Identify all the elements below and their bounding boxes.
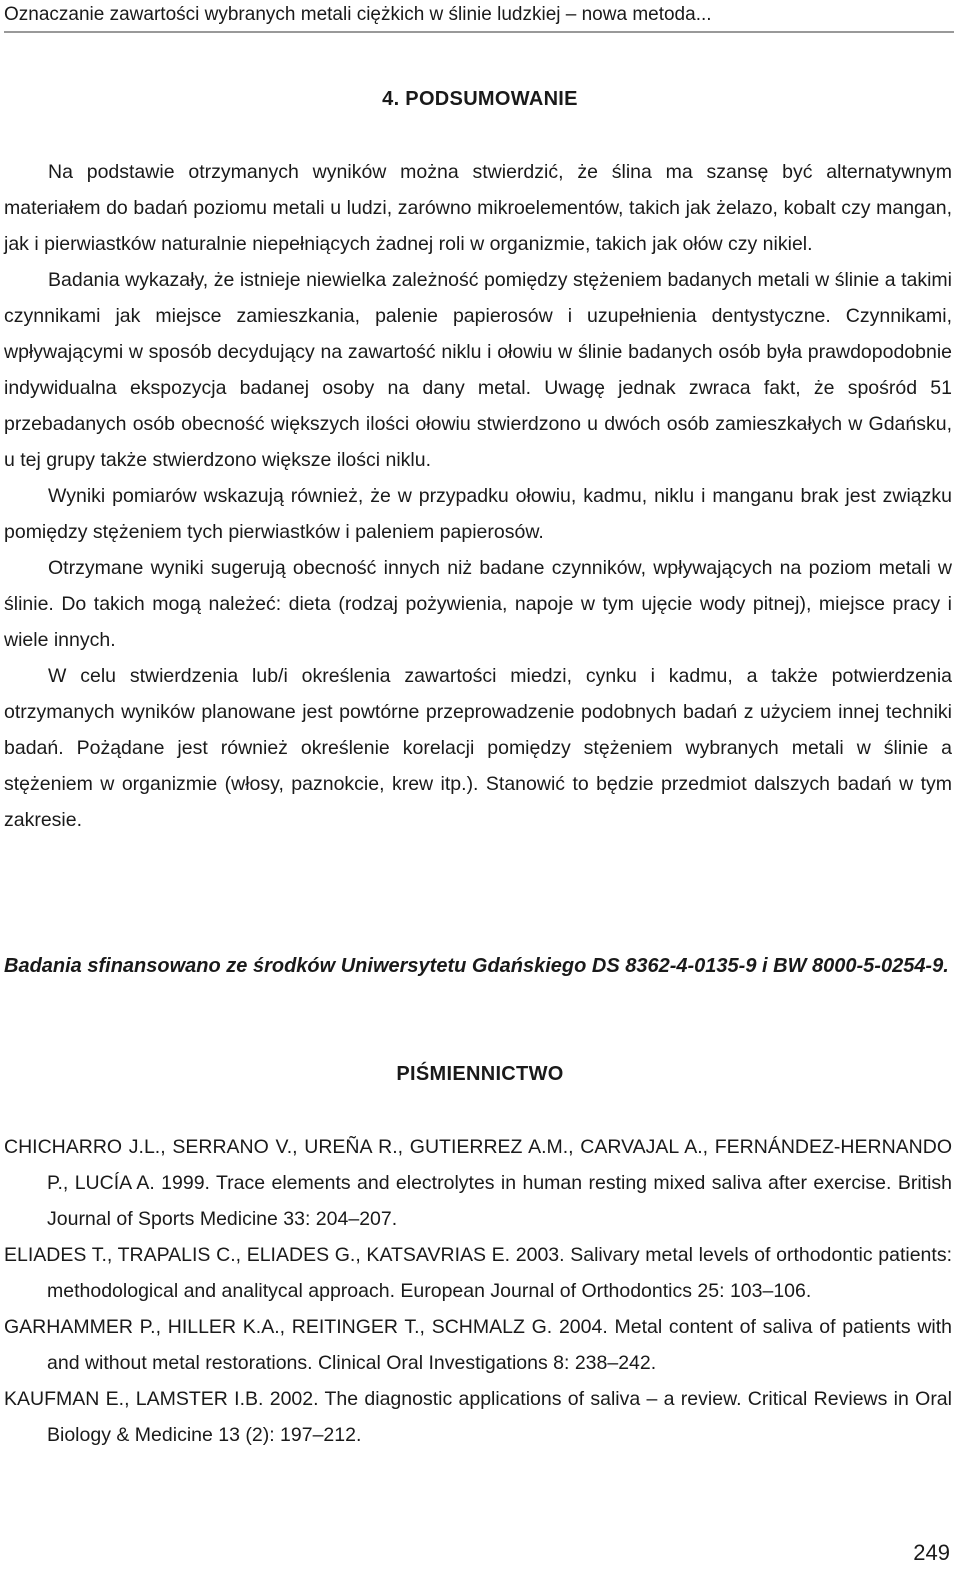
reference-item: GARHAMMER P., HILLER K.A., REITINGER T., SCHMALZ G. 2004. Metal content of saliva of patients with and without metal restorations. Clinical Oral Investigations 8: 238–242. xyxy=(4,1316,952,1374)
reference-item: CHICHARRO J.L., SERRANO V., UREÑA R., GUTIERREZ A.M., CARVAJAL A., FERNÁNDEZ-HERNANDO P., LUCÍA A. 1999. Trace elements and electrolytes in human resting mixed saliva after exercise. British Journal of Sports Medicine 33: 204–207. xyxy=(4,1136,952,1230)
header-rule xyxy=(4,31,954,33)
summary-paragraph: Wyniki pomiarów wskazują również, że w przypadku ołowiu, kadmu, niklu i manganu brak jest związku pomiędzy stężeniem tych pierwiastków i paleniem papierosów. xyxy=(4,485,952,543)
summary-paragraph: Otrzymane wyniki sugerują obecność innych niż badane czynników, wpływających na poziom metali w ślinie. Do takich mogą należeć: dieta (rodzaj pożywienia, napoje w tym ujęcie wody pitnej), miejsce pracy i wiele innych. xyxy=(4,557,952,651)
summary-paragraph: Na podstawie otrzymanych wyników można stwierdzić, że ślina ma szansę być alternatywnym materiałem do badań poziomu metali u ludzi, zarówno mikroelementów, takich jak żelazo, kobalt czy mangan, jak i pierwiastków naturalnie niepełniących żadnej roli w organizmie, takich jak ołów czy nikiel. xyxy=(4,161,952,255)
summary-paragraph: Badania wykazały, że istnieje niewielka zależność pomiędzy stężeniem badanych metali w ślinie a takimi czynnikami jak miejsce zamieszkania, palenie papierosów i uzupełnienia dentystyczne. Czynnikami, wpływającymi w sposób decydujący na zawartość niklu i ołowiu w ślinie badanych osób była prawdopodobnie indywidualna ekspozycja badanej osoby na dany metal. Uwagę jednak zwraca fakt, że spośród 51 przebadanych osób obecność większych ilości ołowiu stwierdzono u dwóch osób zamieszkałych w Gdańsku, u tej grupy także stwierdzono większe ilości niklu. xyxy=(4,269,952,471)
reference-list xyxy=(4,1129,952,1453)
reference-item: KAUFMAN E., LAMSTER I.B. 2002. The diagnostic applications of saliva – a review. Critical Reviews in Oral Biology & Medicine 13 (2): 197–212. xyxy=(4,1388,952,1446)
funding-note: Badania sfinansowano ze środków Uniwersytetu Gdańskiego DS 8362-4-0135-9 i BW 8000-5-0254-9. xyxy=(4,955,949,977)
section-title-summary: 4. PODSUMOWANIE xyxy=(382,88,578,110)
reference-item: ELIADES T., TRAPALIS C., ELIADES G., KATSAVRIAS E. 2003. Salivary metal levels of orthodontic patients: methodological and analitycal approach. European Journal of Orthodontics 25: 103–106. xyxy=(4,1244,952,1302)
page-number: 249 xyxy=(913,1540,950,1565)
summary-body xyxy=(4,154,952,838)
summary-paragraph: W celu stwierdzenia lub/i określenia zawartości miedzi, cynku i kadmu, a także potwierdzenia otrzymanych wyników planowane jest powtórne przeprowadzenie podobnych badań z użyciem innej techniki badań. Pożądane jest również określenie korelacji pomiędzy stężeniem wybranych metali w ślinie a stężeniem w organizmie (włosy, paznokcie, krew itp.). Stanowić to będzie przedmiot dalszych badań w tym zakresie. xyxy=(4,665,952,831)
section-title-references: PIŚMIENNICTWO xyxy=(396,1063,564,1085)
running-header: Oznaczanie zawartości wybranych metali ciężkich w ślinie ludzkiej – nowa metoda... xyxy=(4,4,712,25)
